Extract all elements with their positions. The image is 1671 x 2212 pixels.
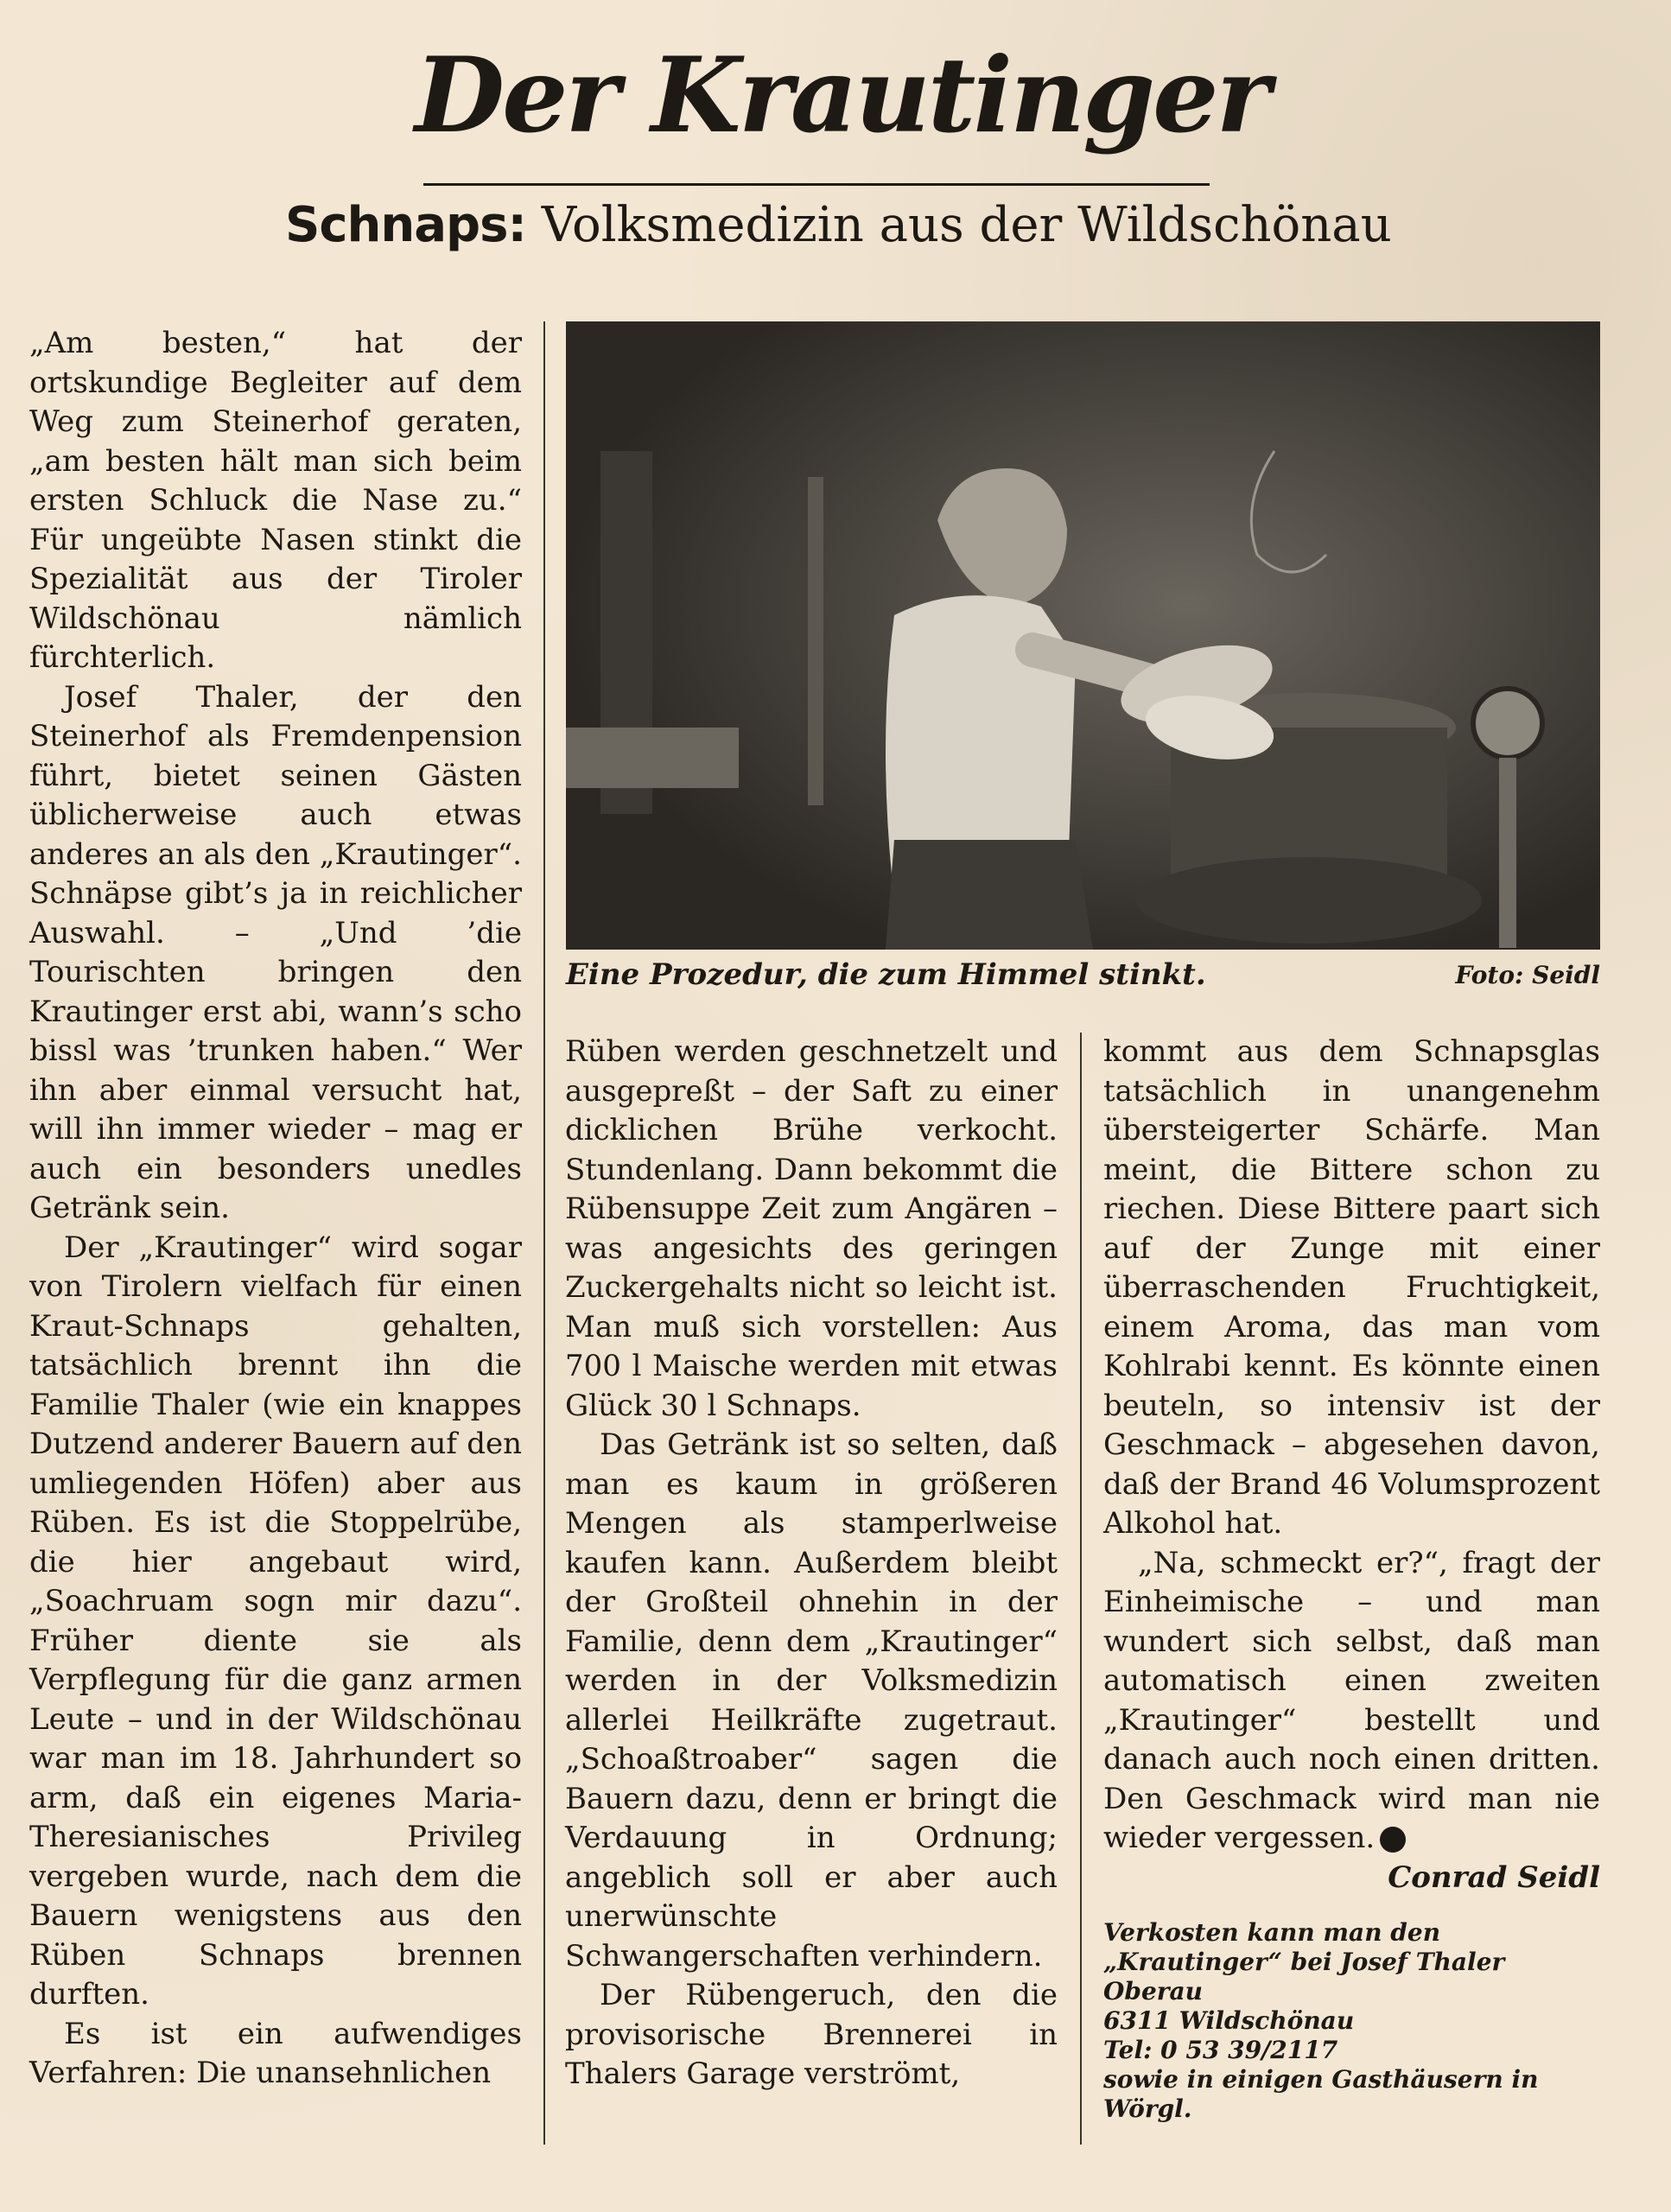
info-line: Verkosten kann man den	[1103, 1918, 1441, 1947]
end-mark-icon	[1380, 1827, 1406, 1853]
headline-rule	[423, 183, 1210, 186]
photo-caption: Eine Prozedur, die zum Himmel stinkt.	[566, 957, 1206, 992]
paragraph: Das Getränk ist so selten, daß man es kaum in größeren Mengen als stamperlweise kaufen kann. Außerdem bleibt der Großteil ohnehin in der Familie, denn dem „Krautinger“ werden in der Volksmedizin allerlei Heilkräfte zugetraut. „Schoaßtroaber“ sagen die Bauern dazu, denn er bringt die Verdauung in Ordnung; angeblich soll er aber auch unerwünschte Schwangerschaften verhindern.	[565, 1427, 1058, 1974]
info-line: Wörgl.	[1103, 2094, 1192, 2123]
man-distilling-photo	[566, 321, 1600, 950]
paragraph: Es ist ein aufwendiges Verfahren: Die unansehnlichen	[29, 2016, 522, 2090]
subheadline	[285, 197, 1408, 253]
headline: Der Krautinger	[415, 35, 1268, 156]
info-line: Oberau	[1103, 1977, 1204, 2005]
subheadline-kicker: Schnaps:	[285, 197, 526, 253]
subheadline-text: Volksmedizin aus der Wildschönau	[541, 197, 1392, 253]
photo-caption-row	[566, 957, 1600, 992]
paragraph: Josef Thaler, der den Steinerhof als Fremdenpension führt, bietet seinen Gästen üblicherweise auch etwas anderes an als den „Krautinger“. Schnäpse gibt’s ja in reichlicher Auswahl. – „Und ’die Tourischten bringen den Krautinger erst abi, wann’s scho bissl was ’trunken haben.“ Wer ihn aber einmal versucht hat, will ihn immer wieder – mag er auch ein besonders unedles Getränk sein.	[29, 679, 522, 1225]
photo-credit: Foto: Seidl	[1455, 961, 1600, 989]
column-divider	[543, 321, 545, 2145]
info-line: „Krautinger“ bei Josef Thaler	[1103, 1948, 1505, 1976]
paragraph: Der „Krautinger“ wird sogar von Tirolern vielfach für einen Kraut-Schnaps gehalten, tatsächlich brennt ihn die Familie Thaler (wie ein knappes Dutzend anderer Bauern auf den umliegenden Höfen) aber aus Rüben. Es ist die Stoppelrübe, die hier angebaut wird, „Soachruam sogn mir dazu“. Früher diente sie als Verpflegung für die ganz armen Leute – und in der Wildschönau war man im 18. Jahrhundert so arm, daß ein eigenes Maria-Theresianisches Privileg vergeben wurde, nach dem die Bauern wenigstens aus den Rüben Schnaps brennen durften.	[29, 1230, 522, 2012]
article-photo	[566, 321, 1600, 950]
paragraph	[1103, 1544, 1600, 1859]
info-box	[1103, 1918, 1600, 2124]
paragraph: Der Rübengeruch, den die provisorische Brennerei in Thalers Garage verströmt,	[565, 1978, 1058, 2091]
info-line: sowie in einigen Gasthäusern in	[1103, 2065, 1539, 2094]
paragraph-text: „Na, schmeckt er?“, fragt der Einheimische – und man wundert sich selbst, daß man automatisch einen zweiten „Krautinger“ bestellt und danach auch noch einen dritten. Den Geschmack wird man nie wieder vergessen.	[1103, 1545, 1600, 1855]
article-column-2	[565, 1033, 1058, 2094]
column-divider	[1080, 1033, 1082, 2145]
article-column-3	[1103, 1033, 1600, 1897]
paragraph: „Am besten,“ hat der ortskundige Begleiter auf dem Weg zum Steinerhof geraten, „am besten hält man sich beim ersten Schluck die Nase zu.“ Für ungeübte Nasen stinkt die Spezialität aus der Tiroler Wildschönau nämlich fürchterlich.	[29, 326, 522, 675]
info-line: Tel: 0 53 39/2117	[1103, 2036, 1338, 2064]
author-byline: Conrad Seidl	[1388, 1859, 1600, 1895]
paragraph: kommt aus dem Schnapsglas tatsächlich in unangenehm übersteigerter Schärfe. Man meint, die Bittere schon zu riechen. Diese Bittere paart sich auf der Zunge mit einer überraschenden Fruchtigkeit, einem Aroma, das man vom Kohlrabi kennt. Es könnte einen beuteln, so intensiv ist der Geschmack – abgesehen davon, daß der Brand 46 Volumsprozent Alkohol hat.	[1103, 1034, 1600, 1541]
paragraph: Rüben werden geschnetzelt und ausgepreßt – der Saft zu einer dicklichen Brühe verkocht. Stundenlang. Dann bekommt die Rübensuppe Zeit zum Angären – was angesichts des geringen Zuckergehalts nicht so leicht ist. Man muß sich vorstellen: Aus 700 l Maische werden mit etwas Glück 30 l Schnaps.	[565, 1034, 1058, 1423]
info-line: 6311 Wildschönau	[1103, 2006, 1355, 2035]
article-column-1	[29, 324, 522, 2094]
